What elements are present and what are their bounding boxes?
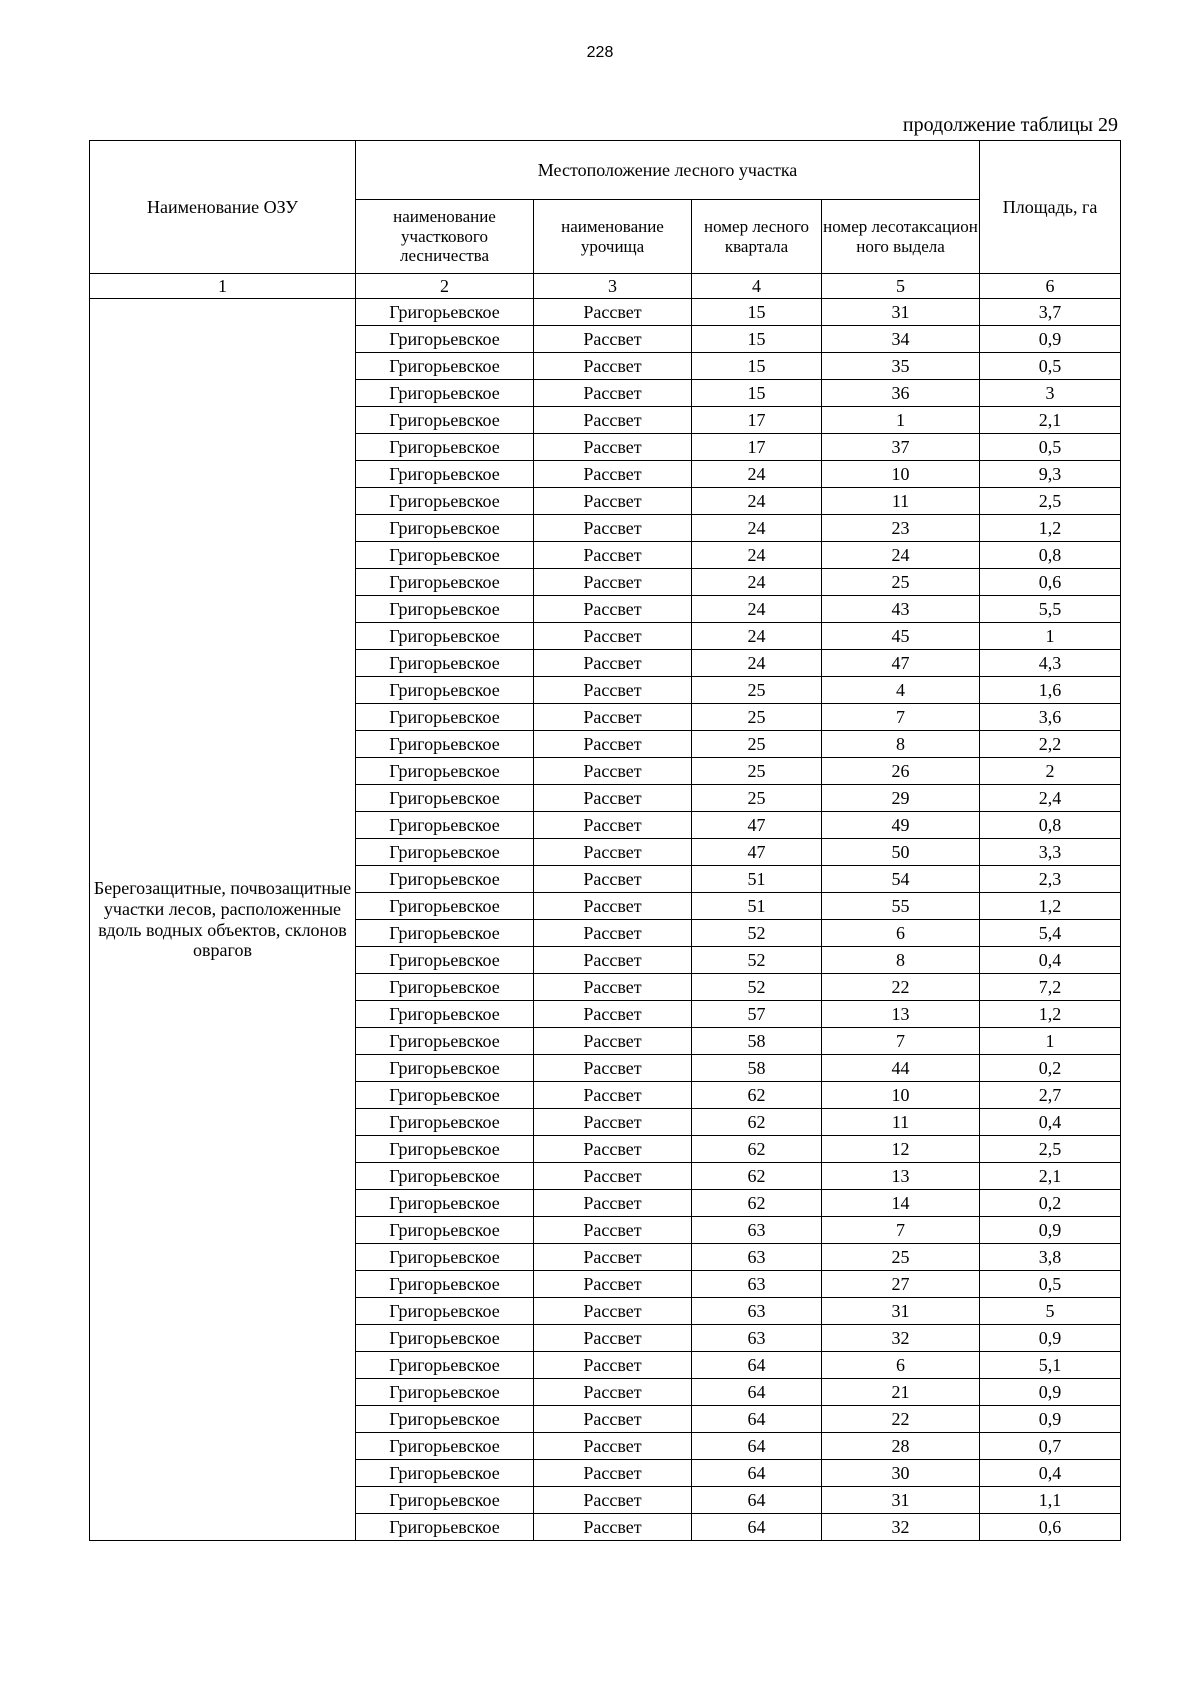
tract-cell: Рассвет	[534, 596, 692, 623]
forestry-cell: Григорьевское	[356, 1055, 534, 1082]
forestry-cell: Григорьевское	[356, 947, 534, 974]
section-cell: 22	[822, 974, 980, 1001]
area-cell: 1,1	[980, 1487, 1121, 1514]
section-cell: 8	[822, 947, 980, 974]
area-cell: 0,8	[980, 812, 1121, 839]
section-cell: 7	[822, 1028, 980, 1055]
area-cell: 5,4	[980, 920, 1121, 947]
section-cell: 27	[822, 1271, 980, 1298]
quarter-cell: 24	[692, 623, 822, 650]
area-cell: 1,2	[980, 893, 1121, 920]
tract-cell: Рассвет	[534, 1055, 692, 1082]
quarter-cell: 62	[692, 1109, 822, 1136]
quarter-cell: 15	[692, 326, 822, 353]
tract-cell: Рассвет	[534, 731, 692, 758]
tract-cell: Рассвет	[534, 920, 692, 947]
tract-cell: Рассвет	[534, 1325, 692, 1352]
forestry-cell: Григорьевское	[356, 542, 534, 569]
area-cell: 2,5	[980, 1136, 1121, 1163]
section-cell: 25	[822, 569, 980, 596]
quarter-cell: 62	[692, 1082, 822, 1109]
header-ozu-name: Наименование ОЗУ	[90, 141, 356, 274]
area-cell: 2,3	[980, 866, 1121, 893]
section-cell: 23	[822, 515, 980, 542]
tract-cell: Рассвет	[534, 299, 692, 326]
area-cell: 1,2	[980, 515, 1121, 542]
quarter-cell: 64	[692, 1406, 822, 1433]
tract-cell: Рассвет	[534, 488, 692, 515]
quarter-cell: 64	[692, 1352, 822, 1379]
forestry-cell: Григорьевское	[356, 1217, 534, 1244]
area-cell: 1,2	[980, 1001, 1121, 1028]
quarter-cell: 15	[692, 353, 822, 380]
quarter-cell: 58	[692, 1055, 822, 1082]
area-cell: 2,7	[980, 1082, 1121, 1109]
tract-cell: Рассвет	[534, 569, 692, 596]
tract-cell: Рассвет	[534, 677, 692, 704]
section-cell: 31	[822, 1487, 980, 1514]
quarter-cell: 25	[692, 704, 822, 731]
ozu-name-cell: Берегозащитные, почвозащитные участки лесов, расположенные вдоль водных объектов, склонов оврагов	[90, 299, 356, 1541]
tract-cell: Рассвет	[534, 866, 692, 893]
forestry-cell: Григорьевское	[356, 920, 534, 947]
section-cell: 49	[822, 812, 980, 839]
area-cell: 1	[980, 623, 1121, 650]
forestry-cell: Григорьевское	[356, 434, 534, 461]
forestry-cell: Григорьевское	[356, 1082, 534, 1109]
area-cell: 0,5	[980, 434, 1121, 461]
tract-cell: Рассвет	[534, 1190, 692, 1217]
area-cell: 0,7	[980, 1433, 1121, 1460]
forestry-cell: Григорьевское	[356, 1001, 534, 1028]
quarter-cell: 63	[692, 1217, 822, 1244]
page-number: 228	[586, 44, 614, 61]
quarter-cell: 25	[692, 758, 822, 785]
forestry-cell: Григорьевское	[356, 596, 534, 623]
forestry-cell: Григорьевское	[356, 299, 534, 326]
forestry-cell: Григорьевское	[356, 1244, 534, 1271]
forestry-cell: Григорьевское	[356, 785, 534, 812]
quarter-cell: 51	[692, 893, 822, 920]
section-cell: 22	[822, 1406, 980, 1433]
section-cell: 14	[822, 1190, 980, 1217]
area-cell: 0,4	[980, 1460, 1121, 1487]
section-cell: 21	[822, 1379, 980, 1406]
area-cell: 3,6	[980, 704, 1121, 731]
forestry-cell: Григорьевское	[356, 1352, 534, 1379]
section-cell: 1	[822, 407, 980, 434]
forestry-cell: Григорьевское	[356, 812, 534, 839]
section-cell: 32	[822, 1325, 980, 1352]
section-cell: 36	[822, 380, 980, 407]
quarter-cell: 64	[692, 1487, 822, 1514]
tract-cell: Рассвет	[534, 704, 692, 731]
area-cell: 5,5	[980, 596, 1121, 623]
tract-cell: Рассвет	[534, 434, 692, 461]
forestry-cell: Григорьевское	[356, 893, 534, 920]
tract-cell: Рассвет	[534, 623, 692, 650]
section-cell: 6	[822, 920, 980, 947]
tract-cell: Рассвет	[534, 1352, 692, 1379]
area-cell: 2,1	[980, 1163, 1121, 1190]
header-tract: наименование урочища	[534, 200, 692, 274]
area-cell: 0,9	[980, 326, 1121, 353]
forestry-cell: Григорьевское	[356, 407, 534, 434]
table-row	[90, 299, 1121, 326]
section-cell: 50	[822, 839, 980, 866]
forestry-cell: Григорьевское	[356, 839, 534, 866]
area-cell: 3,7	[980, 299, 1121, 326]
area-cell: 0,9	[980, 1406, 1121, 1433]
area-cell: 0,2	[980, 1190, 1121, 1217]
quarter-cell: 24	[692, 488, 822, 515]
forestry-cell: Григорьевское	[356, 1460, 534, 1487]
area-cell: 3,8	[980, 1244, 1121, 1271]
forestry-cell: Григорьевское	[356, 1298, 534, 1325]
section-cell: 6	[822, 1352, 980, 1379]
section-cell: 54	[822, 866, 980, 893]
forestry-cell: Григорьевское	[356, 1109, 534, 1136]
quarter-cell: 24	[692, 596, 822, 623]
area-cell: 0,4	[980, 947, 1121, 974]
quarter-cell: 63	[692, 1271, 822, 1298]
tract-cell: Рассвет	[534, 407, 692, 434]
forestry-cell: Григорьевское	[356, 1325, 534, 1352]
quarter-cell: 62	[692, 1163, 822, 1190]
tract-cell: Рассвет	[534, 758, 692, 785]
tract-cell: Рассвет	[534, 1163, 692, 1190]
tract-cell: Рассвет	[534, 353, 692, 380]
area-cell: 3,3	[980, 839, 1121, 866]
forestry-cell: Григорьевское	[356, 353, 534, 380]
section-cell: 11	[822, 488, 980, 515]
header-location: Местоположение лесного участка	[356, 141, 980, 200]
section-cell: 35	[822, 353, 980, 380]
section-cell: 4	[822, 677, 980, 704]
tract-cell: Рассвет	[534, 1379, 692, 1406]
area-cell: 2,2	[980, 731, 1121, 758]
tract-cell: Рассвет	[534, 947, 692, 974]
forestry-cell: Григорьевское	[356, 569, 534, 596]
area-cell: 2,4	[980, 785, 1121, 812]
quarter-cell: 25	[692, 677, 822, 704]
section-cell: 55	[822, 893, 980, 920]
forestry-cell: Григорьевское	[356, 731, 534, 758]
area-cell: 0,6	[980, 569, 1121, 596]
quarter-cell: 17	[692, 434, 822, 461]
area-cell: 3	[980, 380, 1121, 407]
table-body	[90, 299, 1121, 1541]
column-numbers-row	[90, 274, 1121, 299]
quarter-cell: 47	[692, 812, 822, 839]
forestry-cell: Григорьевское	[356, 326, 534, 353]
tract-cell: Рассвет	[534, 839, 692, 866]
column-number: 1	[90, 274, 356, 299]
header-quarter: номер лесного квартала	[692, 200, 822, 274]
area-cell: 2,1	[980, 407, 1121, 434]
forestry-cell: Григорьевское	[356, 1190, 534, 1217]
tract-cell: Рассвет	[534, 542, 692, 569]
tract-cell: Рассвет	[534, 1514, 692, 1541]
forestry-cell: Григорьевское	[356, 1433, 534, 1460]
tract-cell: Рассвет	[534, 380, 692, 407]
section-cell: 37	[822, 434, 980, 461]
tract-cell: Рассвет	[534, 1028, 692, 1055]
tract-cell: Рассвет	[534, 812, 692, 839]
tract-cell: Рассвет	[534, 1433, 692, 1460]
forestry-cell: Григорьевское	[356, 380, 534, 407]
tract-cell: Рассвет	[534, 1406, 692, 1433]
quarter-cell: 15	[692, 380, 822, 407]
tract-cell: Рассвет	[534, 1460, 692, 1487]
quarter-cell: 24	[692, 515, 822, 542]
area-cell: 1	[980, 1028, 1121, 1055]
section-cell: 24	[822, 542, 980, 569]
quarter-cell: 25	[692, 731, 822, 758]
quarter-cell: 25	[692, 785, 822, 812]
area-cell: 0,9	[980, 1217, 1121, 1244]
table-continuation-caption: продолжение таблицы 29	[902, 114, 1118, 136]
tract-cell: Рассвет	[534, 893, 692, 920]
quarter-cell: 62	[692, 1190, 822, 1217]
section-cell: 29	[822, 785, 980, 812]
section-cell: 31	[822, 299, 980, 326]
forestry-cell: Григорьевское	[356, 1028, 534, 1055]
quarter-cell: 24	[692, 569, 822, 596]
section-cell: 31	[822, 1298, 980, 1325]
section-cell: 12	[822, 1136, 980, 1163]
area-cell: 0,2	[980, 1055, 1121, 1082]
section-cell: 25	[822, 1244, 980, 1271]
area-cell: 0,4	[980, 1109, 1121, 1136]
section-cell: 13	[822, 1163, 980, 1190]
quarter-cell: 63	[692, 1325, 822, 1352]
quarter-cell: 64	[692, 1514, 822, 1541]
section-cell: 32	[822, 1514, 980, 1541]
tract-cell: Рассвет	[534, 326, 692, 353]
section-cell: 44	[822, 1055, 980, 1082]
area-cell: 4,3	[980, 650, 1121, 677]
tract-cell: Рассвет	[534, 1244, 692, 1271]
forestry-cell: Григорьевское	[356, 1379, 534, 1406]
quarter-cell: 63	[692, 1244, 822, 1271]
quarter-cell: 57	[692, 1001, 822, 1028]
tract-cell: Рассвет	[534, 650, 692, 677]
area-cell: 7,2	[980, 974, 1121, 1001]
section-cell: 7	[822, 1217, 980, 1244]
area-cell: 0,5	[980, 353, 1121, 380]
area-cell: 0,5	[980, 1271, 1121, 1298]
header-forestry: наименование участкового лесничества	[356, 200, 534, 274]
quarter-cell: 64	[692, 1460, 822, 1487]
quarter-cell: 62	[692, 1136, 822, 1163]
header-area: Площадь, га	[980, 141, 1121, 274]
tract-cell: Рассвет	[534, 461, 692, 488]
quarter-cell: 15	[692, 299, 822, 326]
forestry-cell: Григорьевское	[356, 1514, 534, 1541]
quarter-cell: 52	[692, 920, 822, 947]
forestry-cell: Григорьевское	[356, 1487, 534, 1514]
section-cell: 47	[822, 650, 980, 677]
area-cell: 5	[980, 1298, 1121, 1325]
section-cell: 13	[822, 1001, 980, 1028]
column-number: 2	[356, 274, 534, 299]
tract-cell: Рассвет	[534, 1109, 692, 1136]
quarter-cell: 47	[692, 839, 822, 866]
tract-cell: Рассвет	[534, 1298, 692, 1325]
tract-cell: Рассвет	[534, 1136, 692, 1163]
quarter-cell: 52	[692, 947, 822, 974]
quarter-cell: 51	[692, 866, 822, 893]
tract-cell: Рассвет	[534, 1217, 692, 1244]
area-cell: 2	[980, 758, 1121, 785]
forestry-cell: Григорьевское	[356, 1136, 534, 1163]
section-cell: 30	[822, 1460, 980, 1487]
section-cell: 11	[822, 1109, 980, 1136]
quarter-cell: 24	[692, 542, 822, 569]
quarter-cell: 24	[692, 461, 822, 488]
forestry-cell: Григорьевское	[356, 866, 534, 893]
section-cell: 43	[822, 596, 980, 623]
quarter-cell: 64	[692, 1433, 822, 1460]
forestry-cell: Григорьевское	[356, 1271, 534, 1298]
forestry-cell: Григорьевское	[356, 704, 534, 731]
tract-cell: Рассвет	[534, 1082, 692, 1109]
forestry-cell: Григорьевское	[356, 1406, 534, 1433]
forestry-cell: Григорьевское	[356, 1163, 534, 1190]
tract-cell: Рассвет	[534, 974, 692, 1001]
tract-cell: Рассвет	[534, 515, 692, 542]
area-cell: 5,1	[980, 1352, 1121, 1379]
area-cell: 1,6	[980, 677, 1121, 704]
tract-cell: Рассвет	[534, 1001, 692, 1028]
forestry-cell: Григорьевское	[356, 677, 534, 704]
quarter-cell: 17	[692, 407, 822, 434]
column-number: 5	[822, 274, 980, 299]
section-cell: 7	[822, 704, 980, 731]
forestry-cell: Григорьевское	[356, 758, 534, 785]
tract-cell: Рассвет	[534, 1487, 692, 1514]
section-cell: 28	[822, 1433, 980, 1460]
tract-cell: Рассвет	[534, 1271, 692, 1298]
forestry-cell: Григорьевское	[356, 650, 534, 677]
forest-plots-table	[89, 140, 1121, 1541]
area-cell: 0,9	[980, 1325, 1121, 1352]
quarter-cell: 24	[692, 650, 822, 677]
section-cell: 45	[822, 623, 980, 650]
section-cell: 8	[822, 731, 980, 758]
quarter-cell: 63	[692, 1298, 822, 1325]
section-cell: 10	[822, 461, 980, 488]
forestry-cell: Григорьевское	[356, 488, 534, 515]
area-cell: 0,8	[980, 542, 1121, 569]
header-section: номер лесотаксацион ного выдела	[822, 200, 980, 274]
column-number: 6	[980, 274, 1121, 299]
section-cell: 10	[822, 1082, 980, 1109]
quarter-cell: 58	[692, 1028, 822, 1055]
column-number: 3	[534, 274, 692, 299]
area-cell: 0,9	[980, 1379, 1121, 1406]
area-cell: 9,3	[980, 461, 1121, 488]
section-cell: 34	[822, 326, 980, 353]
column-number: 4	[692, 274, 822, 299]
quarter-cell: 64	[692, 1379, 822, 1406]
forestry-cell: Григорьевское	[356, 515, 534, 542]
area-cell: 2,5	[980, 488, 1121, 515]
forestry-cell: Григорьевское	[356, 461, 534, 488]
section-cell: 26	[822, 758, 980, 785]
table-header	[90, 141, 1121, 299]
tract-cell: Рассвет	[534, 785, 692, 812]
forestry-cell: Григорьевское	[356, 623, 534, 650]
quarter-cell: 52	[692, 974, 822, 1001]
forestry-cell: Григорьевское	[356, 974, 534, 1001]
area-cell: 0,6	[980, 1514, 1121, 1541]
